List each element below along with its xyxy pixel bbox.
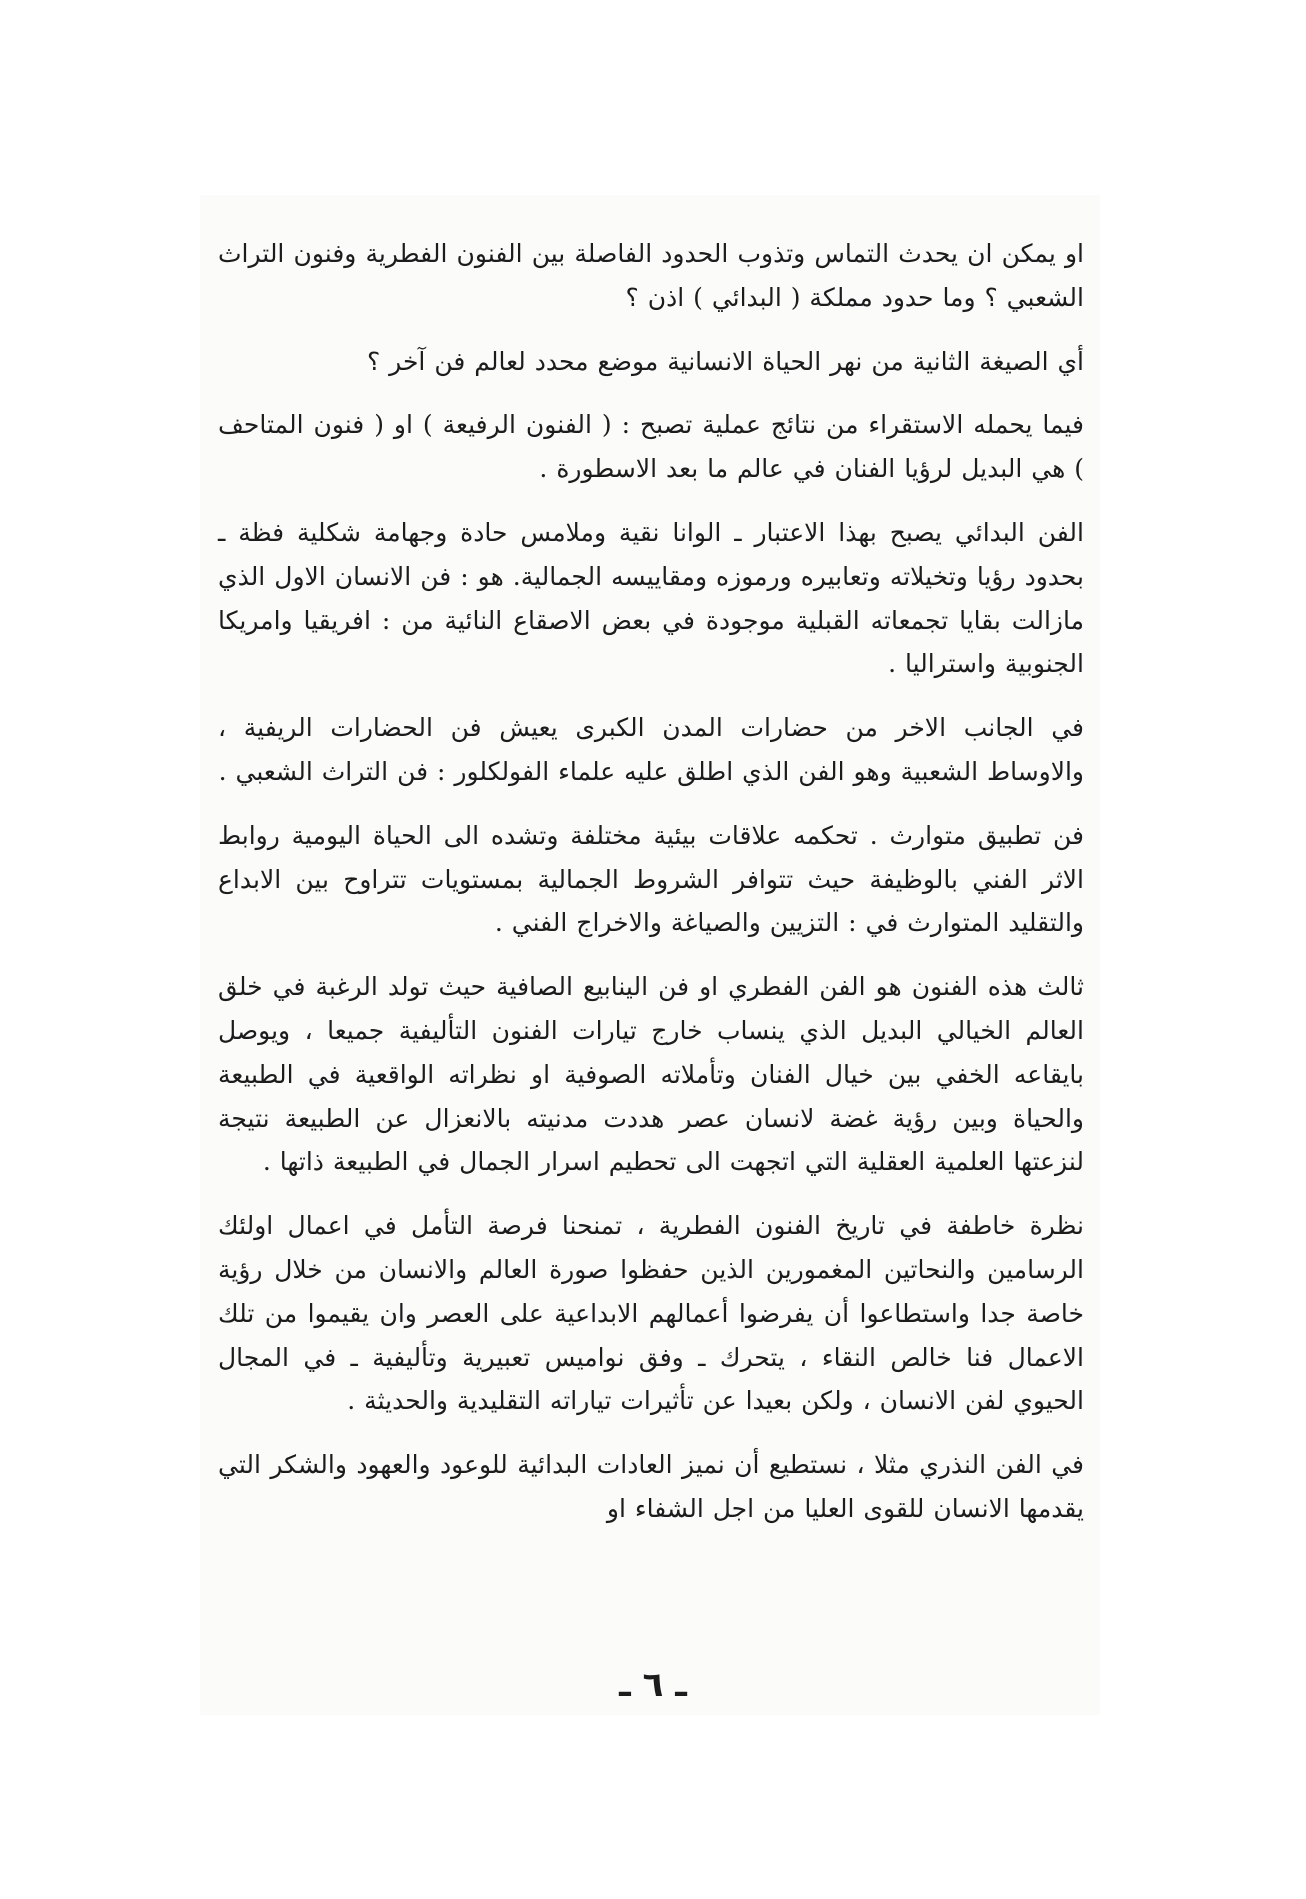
paragraph: نظرة خاطفة في تاريخ الفنون الفطرية ، تمنحنا فرصة التأمل في اعمال اولئك الرسامين والنحاتين المغمورين الذين حفظوا صورة العالم والانسان من خلال رؤية خاصة جدا واستطاعوا أن يفرضوا أعمالهم الابداعية على العصر وان يقيموا من تلك الاعمال فنا خالص النقاء ، يتحرك ـ وفق نواميس تعبيرية وتأليفية ـ في المجال الحيوي لفن الانسان ، ولكن بعيدا عن تأثيرات تياراته التقليدية والحديثة . [218,1211,1084,1416]
paragraph: فيما يحمله الاستقراء من نتائج عملية تصبح : ( الفنون الرفيعة ) او ( فنون المتاحف ) هي البديل لرؤيا الفنان في عالم ما بعد الاسطورة . [218,410,1084,484]
page-number: ـ ٦ ـ [619,1665,687,1705]
paragraph: أي الصيغة الثانية من نهر الحياة الانسانية موضع محدد لعالم فن آخر ؟ [366,346,1084,376]
paragraph: في الفن النذري مثلا ، نستطيع أن نميز العادات البدائية للوعود والعهود والشكر التي يقدمها الانسان للقوى العليا من اجل الشفاء او [218,1450,1084,1523]
paragraph: الفن البدائي يصبح بهذا الاعتبار ـ الوانا نقية وملامس حادة وجهامة شكلية فظة ـ بحدود رؤيا وتخيلاته وتعابيره ورموزه ومقاييسه الجمالية. هو : فن الانسان الاول الذي مازالت بقايا تجمعاته القبلية موجودة في بعض الاصقاع النائية من : افريقيا وامريكا الجنوبية واستراليا . [218,517,1084,679]
paragraph: في الجانب الاخر من حضارات المدن الكبرى يعيش فن الحضارات الريفية ، والاوساط الشعبية وهو الفن الذي اطلق عليه علماء الفولكلور : فن التراث الشعبي . [218,713,1084,786]
paragraph: ثالث هذه الفنون هو الفن الفطري او فن الينابيع الصافية حيث تولد الرغبة في خلق العالم الخيالي البديل الذي ينساب خارج تيارات الفنون التأليفية جميعا ، ويوصل بايقاعه الخفي بين خيال الفنان وتأملاته الصوفية او نظراته الواقعية في الطبيعة والحياة وبين رؤية غضة لانسان عصر هددت مدنيته بالانعزال عن الطبيعة نتيجة لنزعتها العلمية العقلية التي اتجهت الى تحطيم اسرار الجمال في الطبيعة ذاتها . [218,972,1084,1177]
paragraph: او يمكن ان يحدث التماس وتذوب الحدود الفاصلة بين الفنون الفطرية وفنون التراث الشعبي ؟ وما حدود مملكة ( البدائي ) اذن ؟ [218,239,1084,312]
paragraph: فن تطبيق متوارث . تحكمه علاقات بيئية مختلفة وتشده الى الحياة اليومية روابط الاثر الفني بالوظيفة حيث تتوافر الشروط الجمالية بمستويات تتراوح بين الابداع والتقليد المتوارث في : التزيين والصياغة والاخراج الفني . [218,820,1084,938]
page-body [218,232,1084,1551]
